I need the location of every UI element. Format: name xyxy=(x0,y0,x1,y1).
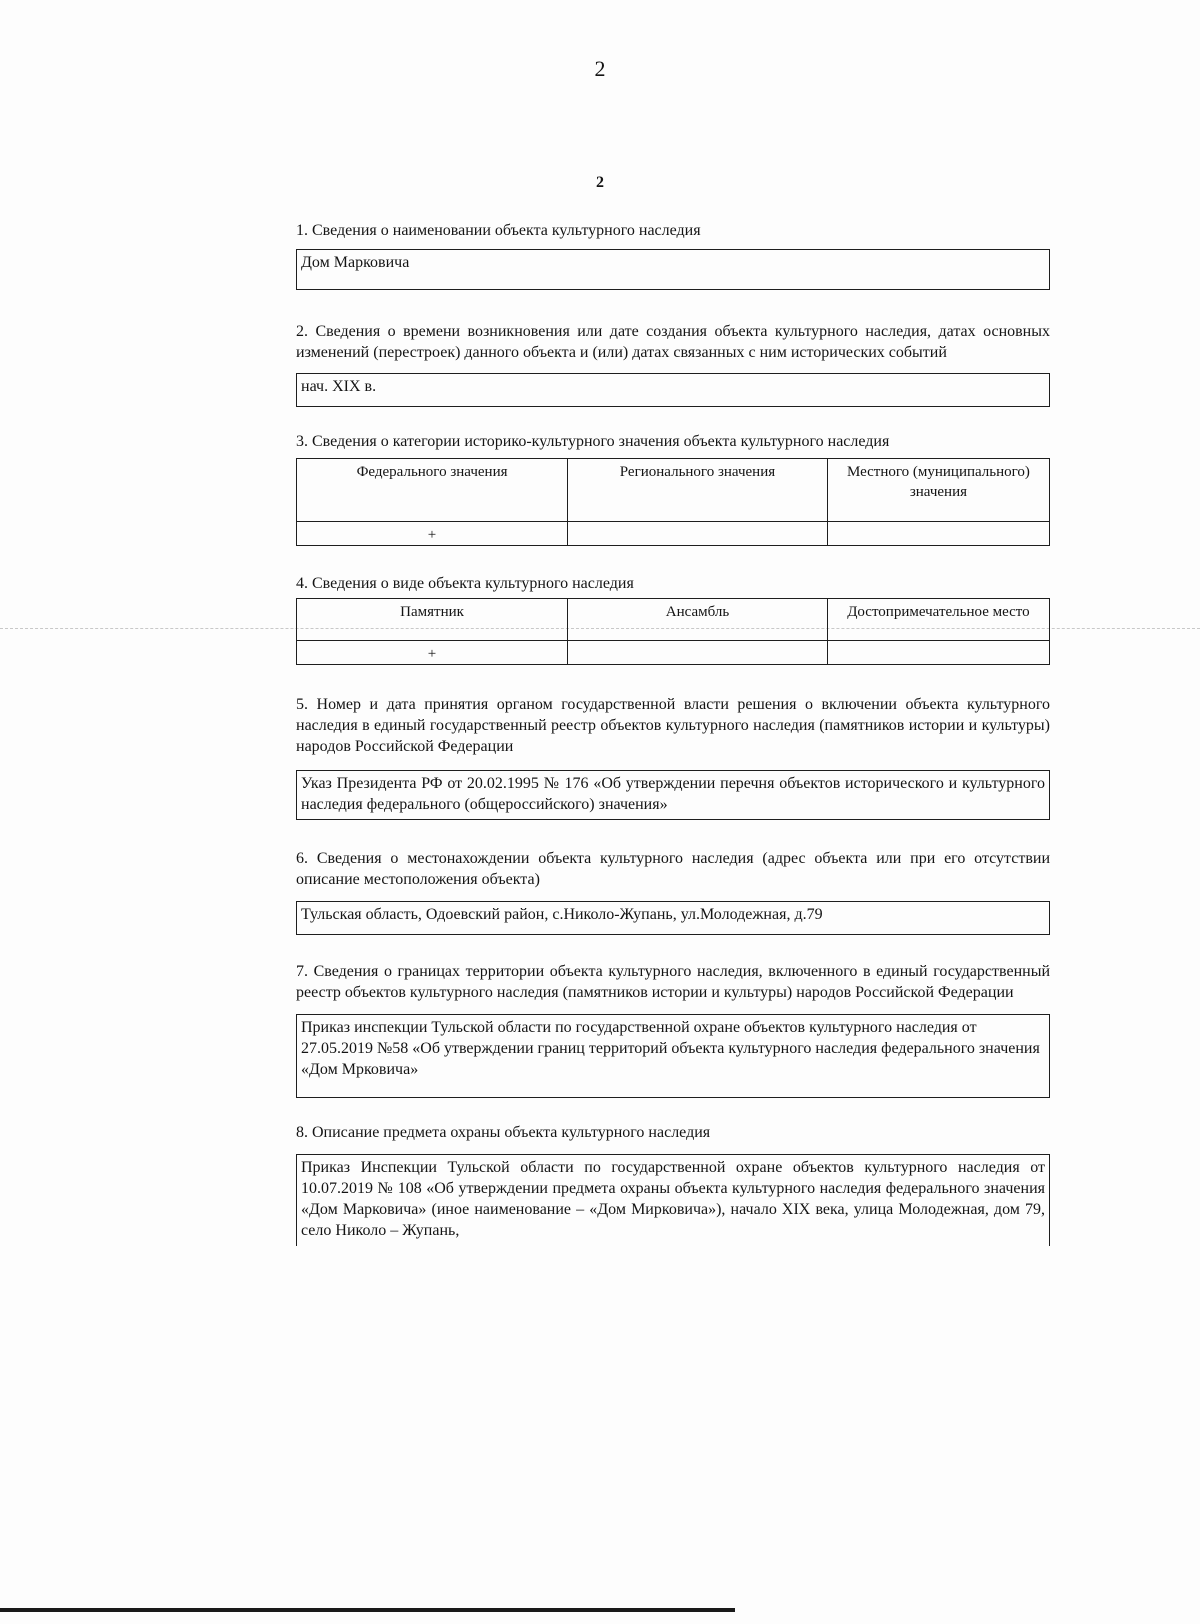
kind-mark-monument: + xyxy=(297,641,568,665)
section-8-title: 8. Описание предмета охраны объекта культурного наследия xyxy=(296,1124,711,1141)
category-col-regional: Регионального значения xyxy=(568,459,828,522)
section-6-title: 6. Сведения о местонахождении объекта культурного наследия (адрес объекта или при его отсутствии описание местоположения объекта) xyxy=(296,850,1050,888)
section-7-title: 7. Сведения о границах территории объекта культурного наследия, включенного в единый государственный реестр объектов культурного наследия (памятников истории и культуры) народов Российской Федерации xyxy=(296,963,1050,1001)
section-2-value: нач. XIX в. xyxy=(301,378,377,395)
kind-col-monument: Памятник xyxy=(297,599,568,641)
section-7-value: Приказ инспекции Тульской области по государственной охране объектов культурного наследия от 27.05.2019 №58 «Об утверждении границ территорий объекта культурного наследия федерального значения «Дом Мрковича» xyxy=(301,1019,1040,1078)
section-2-title: 2. Сведения о времени возникновения или дате создания объекта культурного наследия, датах основных изменений (перестроек) данного объекта и (или) датах связанных с ним исторических событий xyxy=(296,323,1050,361)
scan-bottom-edge xyxy=(0,1608,735,1612)
section-8-value: Приказ Инспекции Тульской области по государственной охране объектов культурного наследия от 10.07.2019 № 108 «Об утверждении предмета охраны объекта культурного наследия федерального значения «Дом Марковича» (иное наименование – «Дом Мирковича»), начало XIX века, улица Молодежная, дом 79, село Николо – Жупань, xyxy=(301,1159,1045,1239)
page-number: 2 xyxy=(594,56,606,81)
kind-table xyxy=(296,598,1050,665)
section-4-title: 4. Сведения о виде объекта культурного наследия xyxy=(296,575,634,592)
kind-col-landmark: Достопримечательное место xyxy=(827,599,1049,641)
category-col-local: Местного (муниципального) значения xyxy=(827,459,1049,522)
section-2-value-box xyxy=(296,373,1050,407)
category-mark-regional xyxy=(568,522,828,546)
section-5-value-box xyxy=(296,770,1050,820)
category-mark-local xyxy=(827,522,1049,546)
inner-page-number: 2 xyxy=(596,174,604,191)
section-6-value-box xyxy=(296,901,1050,935)
category-col-federal: Федерального значения xyxy=(297,459,568,522)
document-body xyxy=(296,220,1050,1246)
section-3-title: 3. Сведения о категории историко-культурного значения объекта культурного наследия xyxy=(296,433,890,450)
section-8-value-box xyxy=(296,1154,1050,1246)
section-7-value-box xyxy=(296,1014,1050,1098)
section-1-value-box xyxy=(296,249,1050,290)
section-5-title: 5. Номер и дата принятия органом государственной власти решения о включении объекта культурного наследия в единый государственный реестр объектов культурного наследия (памятников истории и культуры) народов Российской Федерации xyxy=(296,696,1050,755)
section-6-value: Тульская область, Одоевский район, с.Николо-Жупань, ул.Молодежная, д.79 xyxy=(301,906,823,923)
kind-mark-ensemble xyxy=(568,641,828,665)
section-1-value: Дом Марковича xyxy=(301,254,410,271)
kind-mark-landmark xyxy=(827,641,1049,665)
section-1-title: 1. Сведения о наименовании объекта культурного наследия xyxy=(296,222,701,239)
section-5-value: Указ Президента РФ от 20.02.1995 № 176 «Об утверждении перечня объектов исторического и культурного наследия федерального (общероссийского) значения» xyxy=(301,775,1045,813)
kind-col-ensemble: Ансамбль xyxy=(568,599,828,641)
category-table xyxy=(296,458,1050,546)
category-mark-federal: + xyxy=(297,522,568,546)
